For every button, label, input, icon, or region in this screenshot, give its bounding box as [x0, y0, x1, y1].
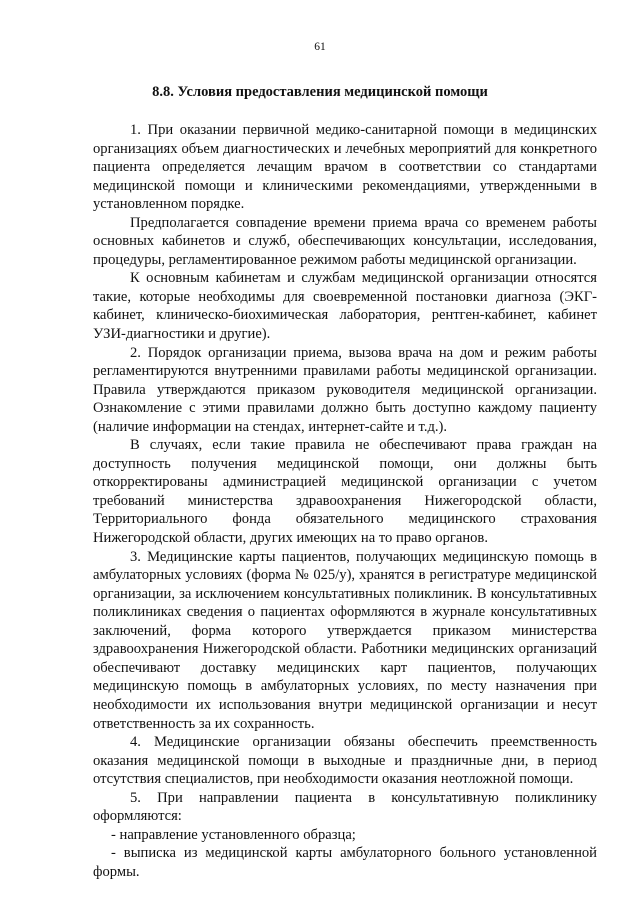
- paragraph-2: Предполагается совпадение времени приема врача со временем работы основных кабинетов и служб, обеспечивающих консультации, исследования, процедуры, регламентированное режимом работы медицинской организации.: [93, 214, 597, 268]
- section-heading: 8.8. Условия предоставления медицинской помощи: [152, 84, 488, 100]
- paragraph-5: В случаях, если такие правила не обеспечивают права граждан на доступность получения медицинской помощи, они должны быть откорректированы администрацией медицинской организации с учетом требований министерства здравоохранения Нижегородской области, Территориального фонда обязательного медицинского страхования Нижегородской области, других имеющих на то право органов.: [93, 437, 597, 547]
- paragraph-4: 2. Порядок организации приема, вызова врача на дом и режим работы регламентируются внутренними правилами работы медицинской организации. Правила утверждаются приказом руководителя медицинской организации. Ознакомление с этими правилами должно быть доступно каждому пациенту (наличие информации на стендах, интернет-сайте и т.д.).: [93, 344, 597, 435]
- page-number: 61: [314, 41, 326, 53]
- document-body: [93, 121, 597, 881]
- paragraph-7: 4. Медицинские организации обязаны обеспечить преемственность оказания медицинской помощи в выходные и праздничные дни, в период отсутствия специалистов, при необходимости оказания неотложной помощи.: [93, 734, 597, 788]
- list-item-extract: - выписка из медицинской карты амбулаторного больного установленной формы.: [93, 845, 597, 880]
- paragraph-6: 3. Медицинские карты пациентов, получающих медицинскую помощь в амбулаторных условиях (форма № 025/у), хранятся в регистратуре медицинской организации, за исключением консультативных поликлиник. В консультативных поликлиниках сведения о пациентах оформляются в журнале консультативных заключений, форма которого утверждается приказом министерства здравоохранения Нижегородской области. Работники медицинских организаций обеспечивают доставку медицинских карт пациентов, получающих медицинскую помощь в амбулаторных условиях, по месту назначения при необходимости их использования внутри медицинской организации и несут ответственность за их сохранность.: [93, 548, 597, 732]
- paragraph-3: К основным кабинетам и службам медицинской организации относятся такие, которые необходимы для своевременной постановки диагноза (ЭКГ-кабинет, клиническо-биохимическая лаборатория, рентген-кабинет, кабинет УЗИ-диагностики и другие).: [93, 270, 597, 343]
- paragraph-8: 5. При направлении пациента в консультативную поликлинику оформляются:: [93, 789, 597, 825]
- list-item-referral: - направление установленного образца;: [111, 826, 356, 843]
- paragraph-1: 1. При оказании первичной медико-санитарной помощи в медицинских организациях объем диагностических и лечебных мероприятий для конкретного пациента определяется лечащим врачом в соответствии со стандартами медицинской помощи и клиническими рекомендациями, утвержденными в установленном порядке.: [93, 122, 597, 213]
